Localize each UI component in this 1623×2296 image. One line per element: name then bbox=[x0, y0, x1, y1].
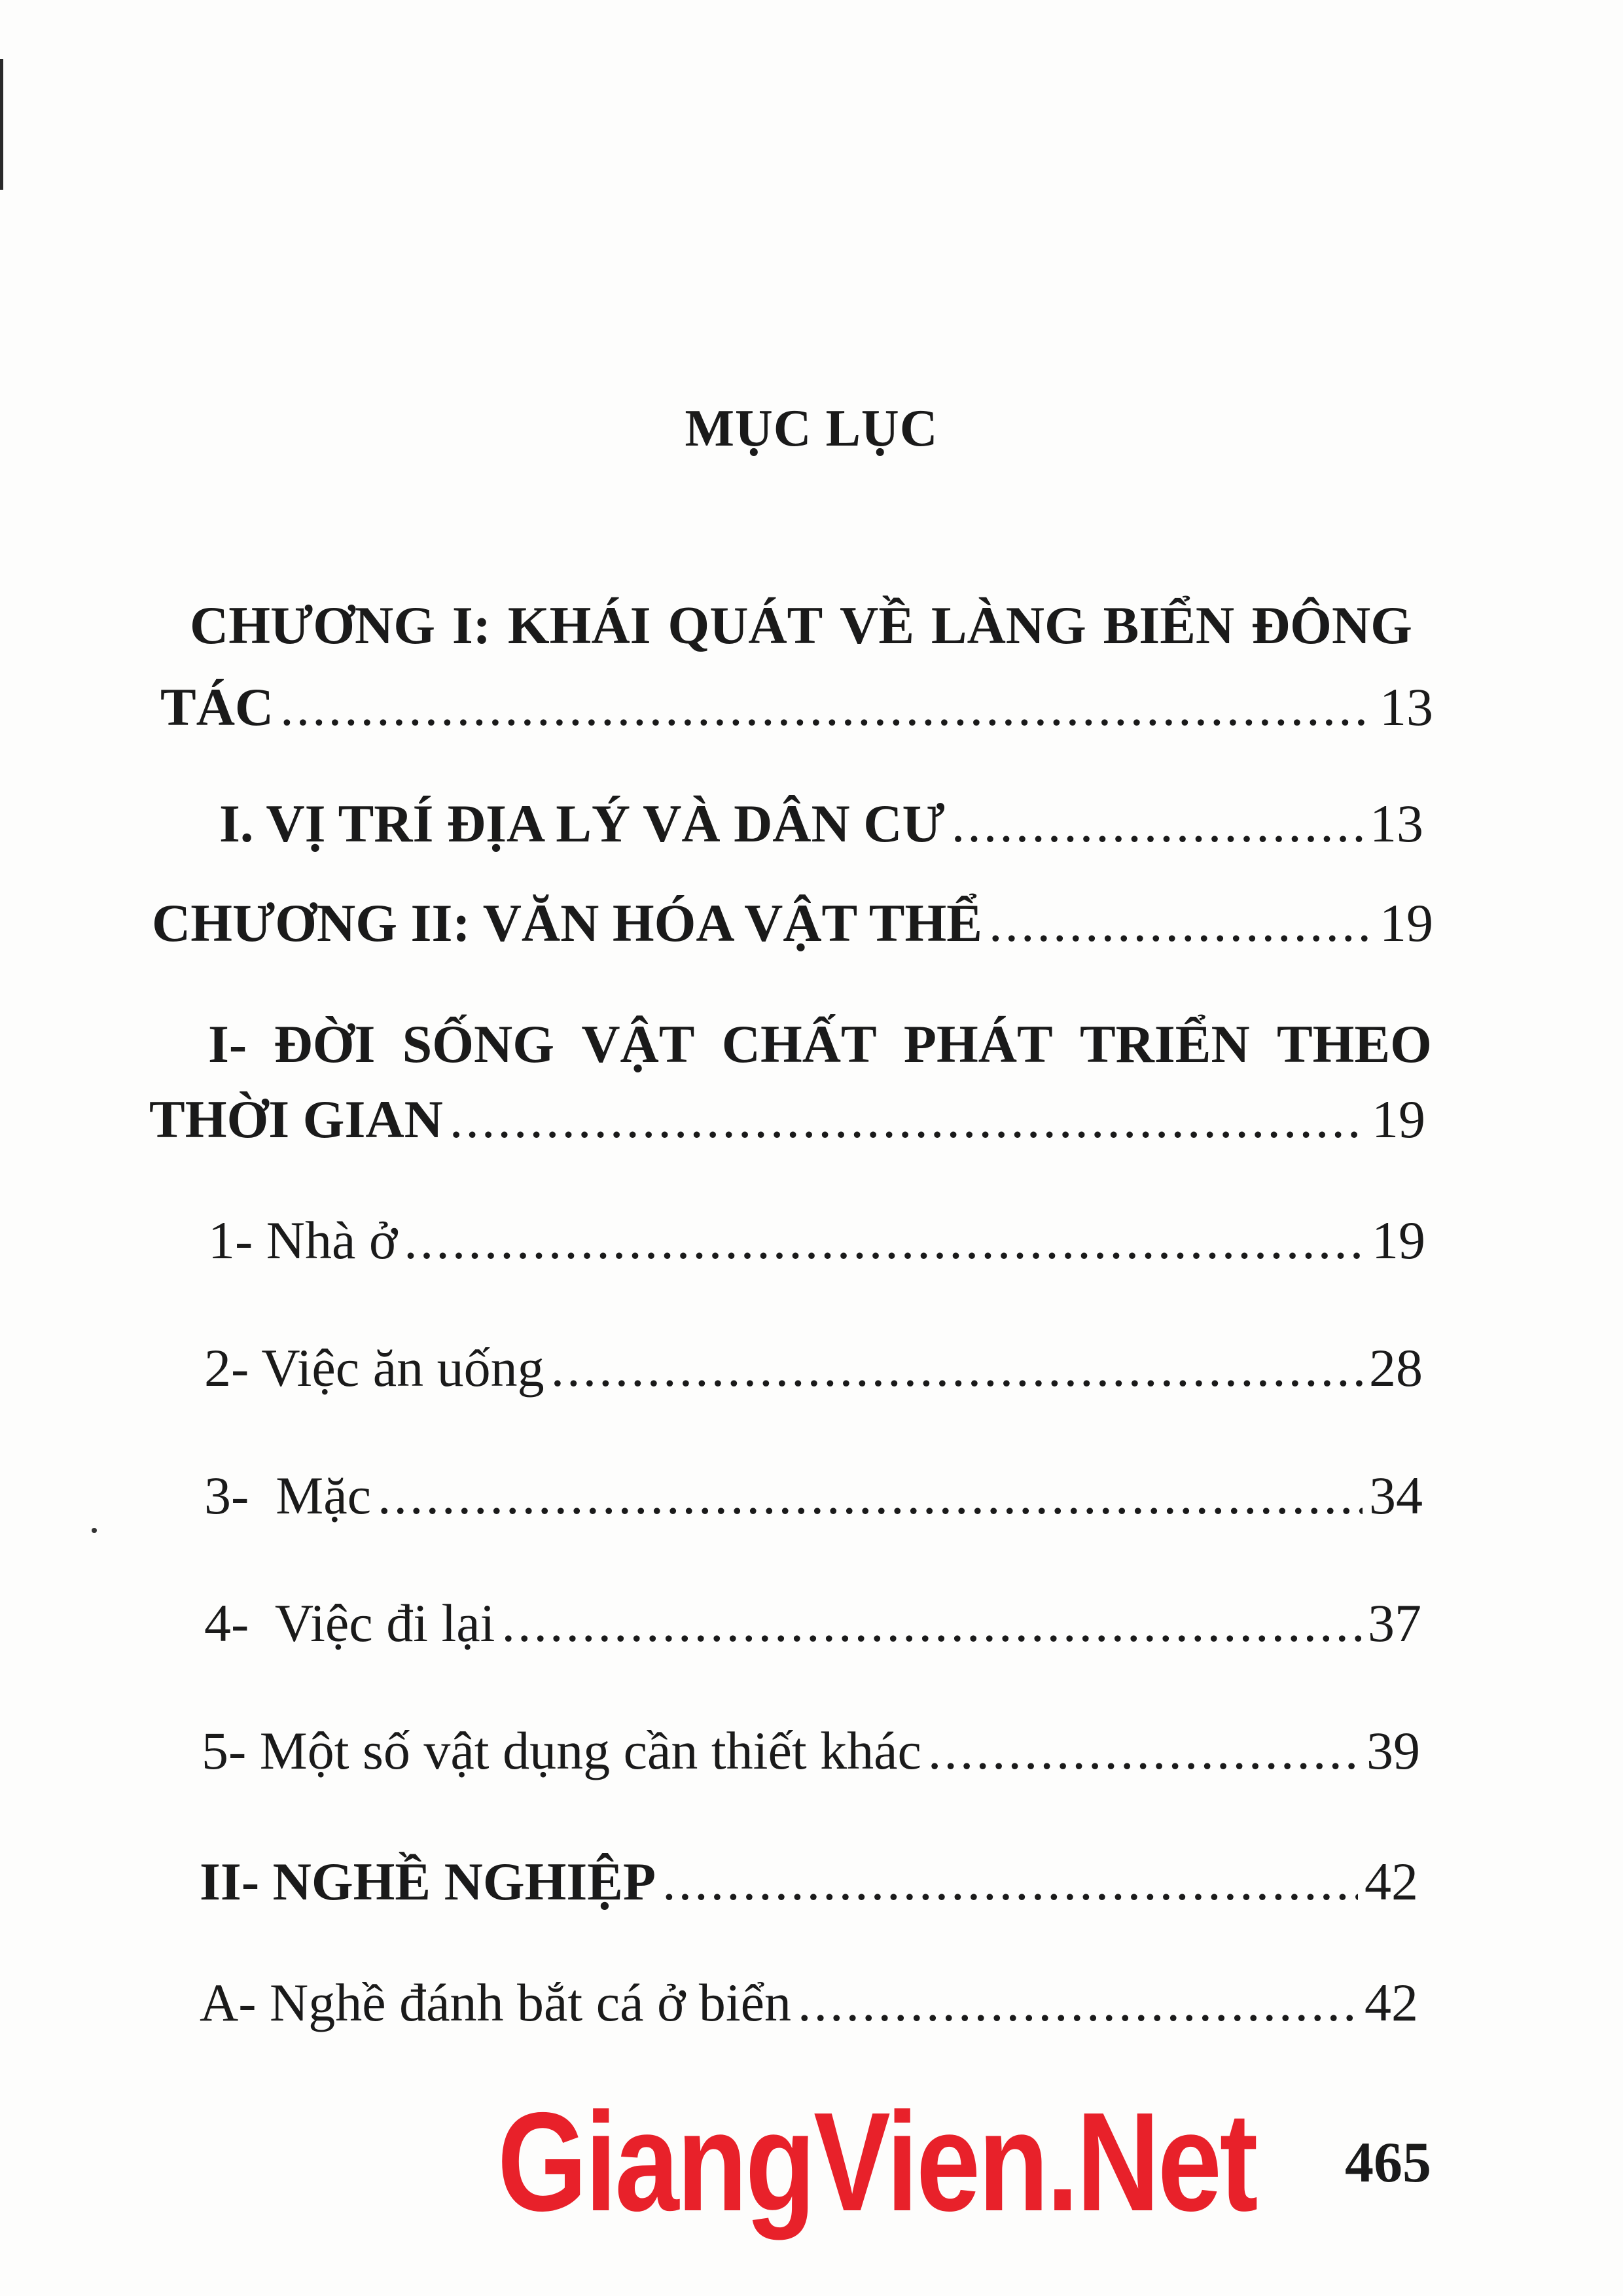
toc-word: I- bbox=[208, 1014, 247, 1074]
toc-word: I: bbox=[452, 595, 491, 655]
dot-leader bbox=[798, 1976, 1358, 2030]
toc-word: VẬT bbox=[581, 1014, 695, 1074]
toc-subsection-a bbox=[200, 1973, 1418, 2032]
toc-page-number: 42 bbox=[1364, 1973, 1418, 2032]
toc-entry-label: 4- Việc đi lại bbox=[204, 1593, 495, 1653]
toc-section-2-line-2 bbox=[149, 1089, 1425, 1149]
toc-word: BIỂN bbox=[1103, 595, 1235, 655]
toc-entry-label: 2- Việc ăn uống bbox=[204, 1338, 544, 1398]
toc-item-4 bbox=[204, 1593, 1421, 1653]
dot-leader bbox=[450, 1093, 1365, 1146]
scan-speck bbox=[92, 1528, 97, 1533]
toc-page-number: 42 bbox=[1364, 1852, 1418, 1911]
toc-item-2 bbox=[204, 1338, 1423, 1398]
toc-section-2-line-1 bbox=[208, 1014, 1432, 1074]
toc-word: ĐÔNG bbox=[1251, 595, 1412, 655]
toc-section-3 bbox=[200, 1852, 1418, 1911]
toc-entry-label: CHƯƠNG II: VĂN HÓA VẬT THỂ bbox=[152, 893, 982, 953]
toc-word: THEO bbox=[1276, 1014, 1432, 1074]
toc-item-1 bbox=[208, 1210, 1425, 1270]
page-number: 465 bbox=[1345, 2131, 1431, 2195]
toc-word: LÀNG bbox=[931, 595, 1086, 655]
dot-leader bbox=[378, 1469, 1363, 1523]
toc-word: ĐỜI bbox=[274, 1014, 376, 1074]
toc-entry-label: TÁC bbox=[160, 677, 274, 737]
toc-chapter-1-line-2 bbox=[160, 677, 1433, 737]
toc-word: CHẤT bbox=[721, 1014, 877, 1074]
toc-entry-label: II- NGHỀ NGHIỆP bbox=[200, 1852, 656, 1911]
toc-entry-label: 1- Nhà ở bbox=[208, 1210, 398, 1270]
toc-page-number: 39 bbox=[1366, 1721, 1420, 1780]
toc-page-number: 13 bbox=[1380, 677, 1433, 737]
toc-chapter-2 bbox=[152, 893, 1433, 953]
toc-page-number: 19 bbox=[1380, 893, 1433, 953]
toc-word: TRIỂN bbox=[1079, 1014, 1250, 1074]
toc-page-number: 19 bbox=[1372, 1210, 1425, 1270]
dot-leader bbox=[928, 1724, 1360, 1778]
toc-section-1 bbox=[219, 794, 1423, 853]
toc-page-number: 37 bbox=[1368, 1593, 1421, 1653]
dot-leader bbox=[952, 797, 1363, 851]
toc-entry-label: A- Nghề đánh bắt cá ở biển bbox=[200, 1973, 792, 2032]
dot-leader bbox=[989, 896, 1373, 950]
toc-word: PHÁT bbox=[903, 1014, 1053, 1074]
dot-leader bbox=[662, 1855, 1358, 1909]
toc-item-5 bbox=[202, 1721, 1420, 1780]
toc-item-3 bbox=[204, 1466, 1423, 1525]
toc-chapter-1-line-1 bbox=[190, 595, 1412, 655]
dot-leader bbox=[501, 1597, 1361, 1650]
toc-word: SỐNG bbox=[402, 1014, 555, 1074]
toc-entry-label: I. VỊ TRÍ ĐỊA LÝ VÀ DÂN CƯ bbox=[219, 794, 945, 853]
dot-leader bbox=[280, 680, 1373, 734]
toc-entry-label: 3- Mặc bbox=[204, 1466, 372, 1525]
dot-leader bbox=[404, 1214, 1365, 1267]
toc-page-number: 34 bbox=[1369, 1466, 1423, 1525]
watermark-logo: GiangVien.Net bbox=[497, 2083, 1257, 2240]
toc-entry-label: THỜI GIAN bbox=[149, 1089, 443, 1149]
page-title: MỤC LỤC bbox=[685, 400, 938, 457]
toc-word: KHÁI bbox=[507, 595, 651, 655]
toc-word: QUÁT bbox=[668, 595, 823, 655]
toc-page-number: 13 bbox=[1370, 794, 1423, 853]
toc-word: CHƯƠNG bbox=[190, 595, 436, 655]
toc-word: VỀ bbox=[840, 595, 915, 655]
toc-page-number: 19 bbox=[1372, 1089, 1425, 1149]
scan-page-edge bbox=[0, 59, 3, 190]
dot-leader bbox=[551, 1341, 1363, 1395]
toc-page-number: 28 bbox=[1369, 1338, 1423, 1398]
toc-entry-label: 5- Một số vật dụng cần thiết khác bbox=[202, 1721, 921, 1780]
